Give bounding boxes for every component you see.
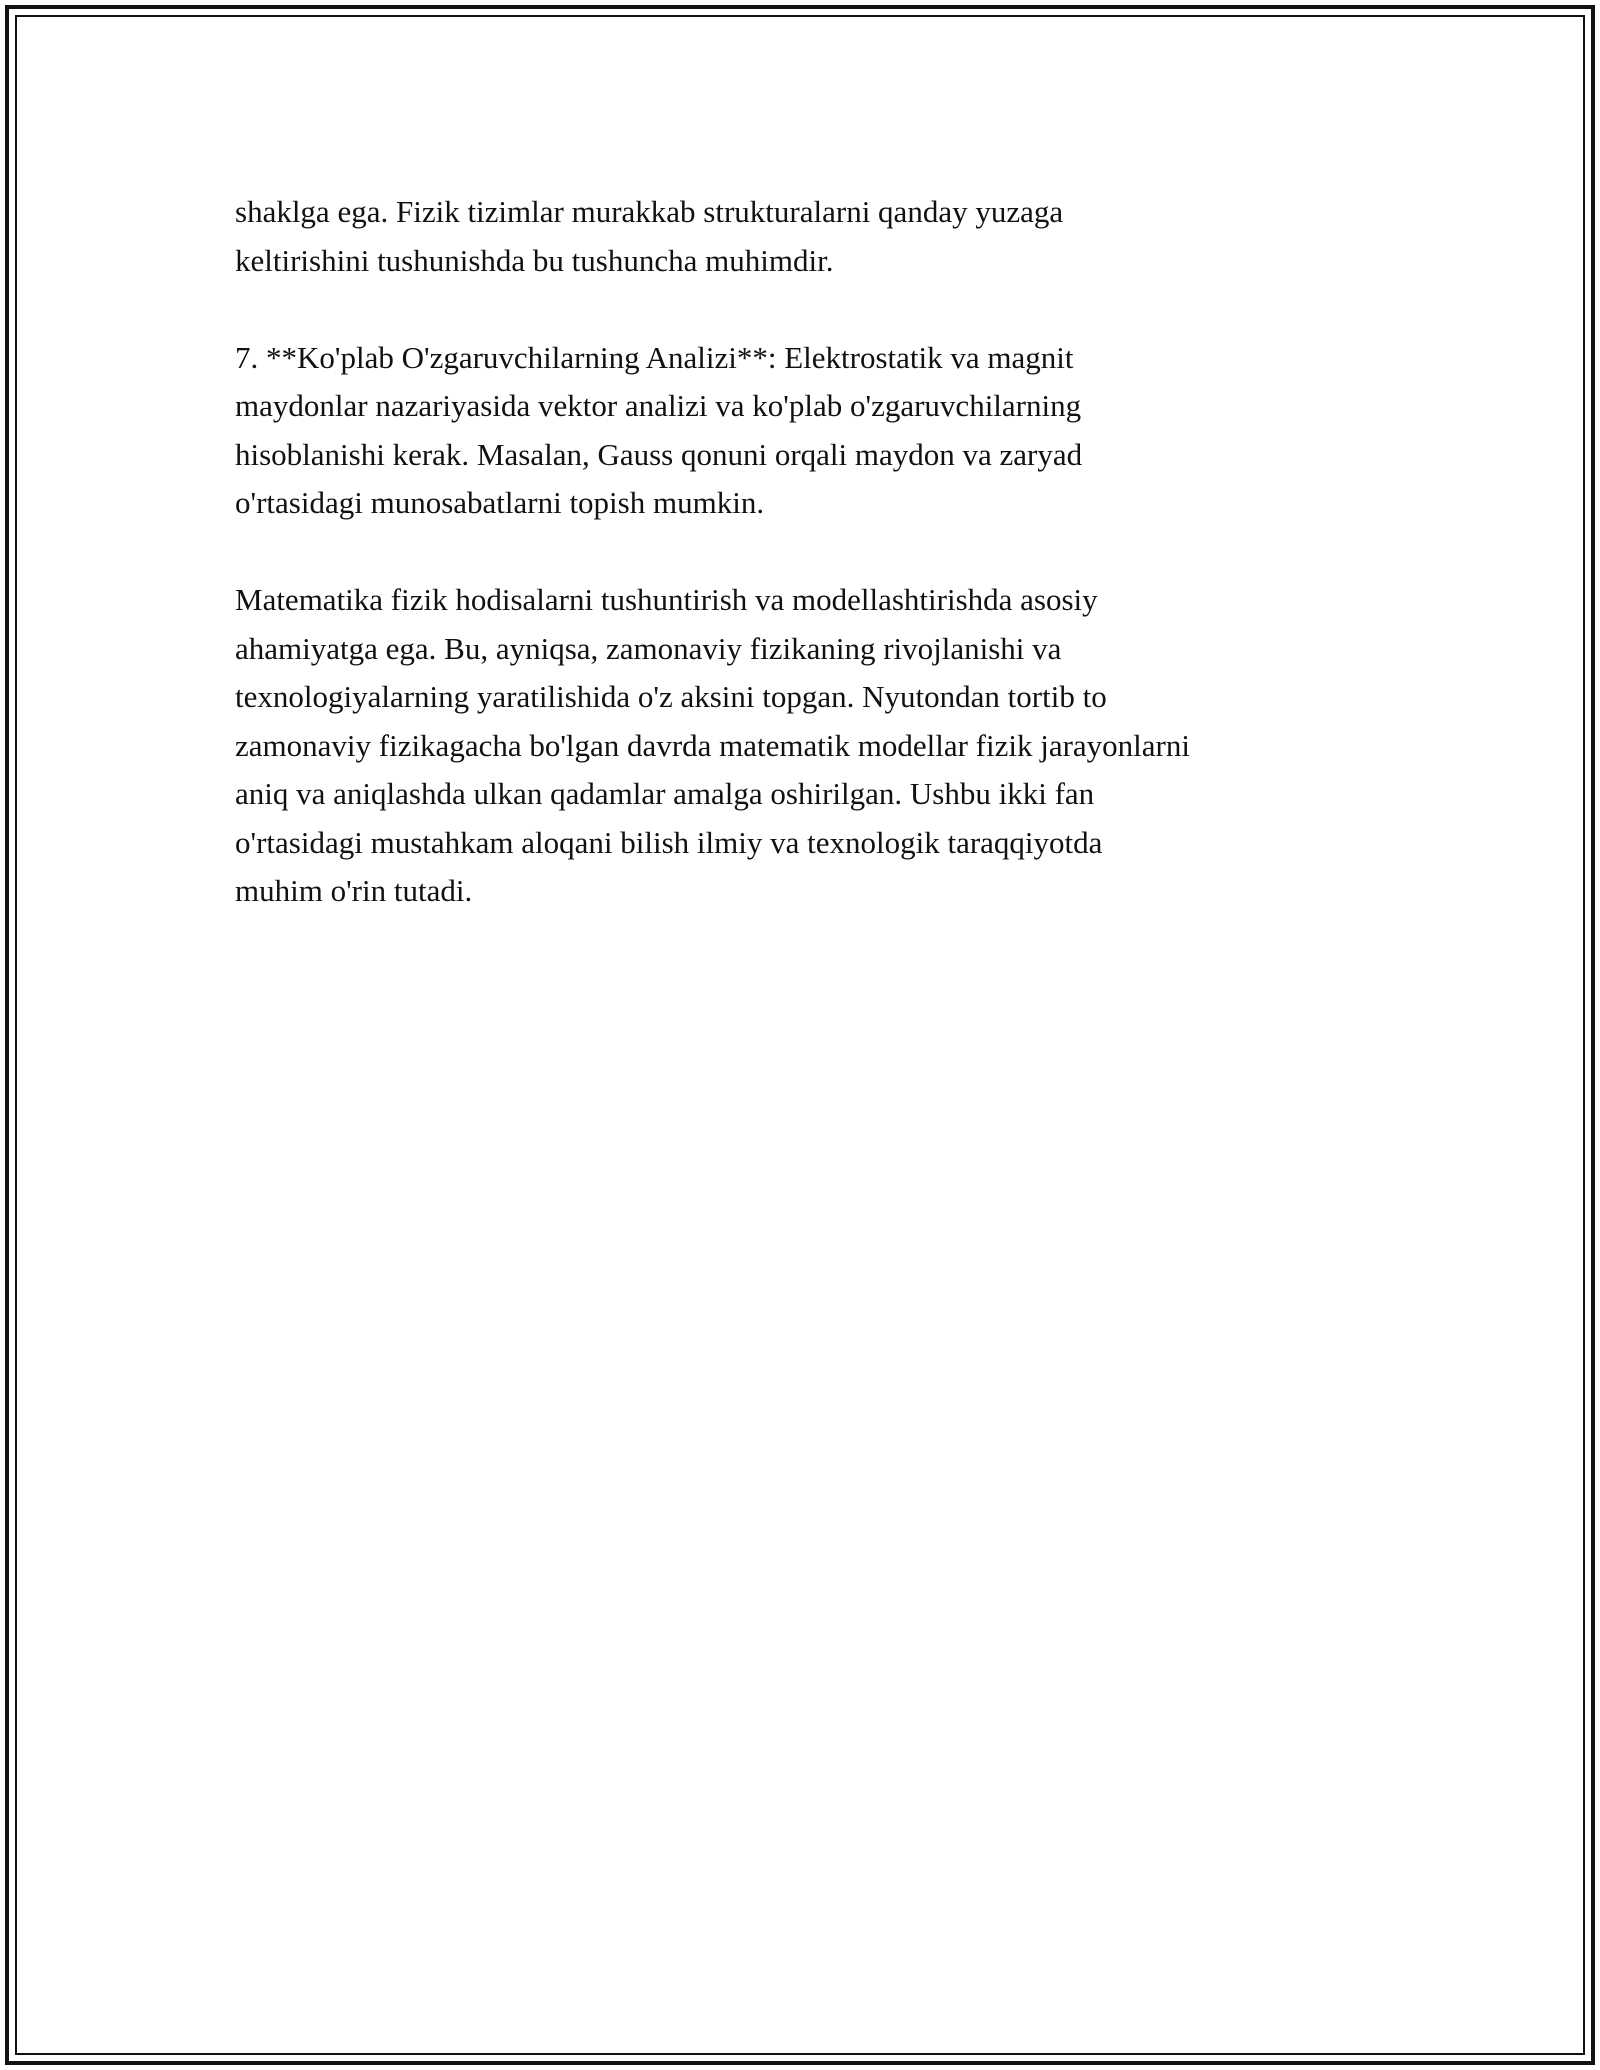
text-line: texnologiyalarning yaratilishida o'z aksini topgan. Nyutondan tortib to [235, 679, 1107, 714]
text-line: 7. **Ko'plab O'zgaruvchilarning Analizi**: Elektrostatik va magnit [235, 339, 1074, 375]
paragraph-item-7 [235, 334, 1395, 528]
text-line: hisoblanishi kerak. Masalan, Gauss qonuni orqali maydon va zaryad [235, 436, 1083, 472]
text-line: keltirishini tushunishda bu tushuncha muhimdir. [235, 242, 834, 278]
text-line: maydonlar nazariyasida vektor analizi va ko'plab o'zgaruvchilarning [235, 388, 1082, 423]
paragraph-conclusion [235, 576, 1395, 916]
text-line: muhim o'rin tutadi. [235, 873, 473, 908]
text-line: shaklga ega. Fizik tizimlar murakkab strukturalarni qanday yuzaga [235, 194, 1064, 229]
document-body [235, 188, 1395, 964]
text-line: o'rtasidagi munosabatlarni topish mumkin. [235, 485, 765, 520]
text-line: zamonaviy fizikagacha bo'lgan davrda matematik modellar fizik jarayonlarni [235, 727, 1190, 763]
text-line: o'rtasidagi mustahkam aloqani bilish ilmiy va texnologik taraqqiyotda [235, 824, 1103, 860]
paragraph-continuation [235, 188, 1395, 285]
text-line: aniq va aniqlashda ulkan qadamlar amalga oshirilgan. Ushbu ikki fan [235, 776, 1095, 811]
text-line: ahamiyatga ega. Bu, ayniqsa, zamonaviy fizikaning rivojlanishi va [235, 630, 1062, 666]
text-line: Matematika fizik hodisalarni tushuntirish va modellashtirishda asosiy [235, 582, 1098, 617]
